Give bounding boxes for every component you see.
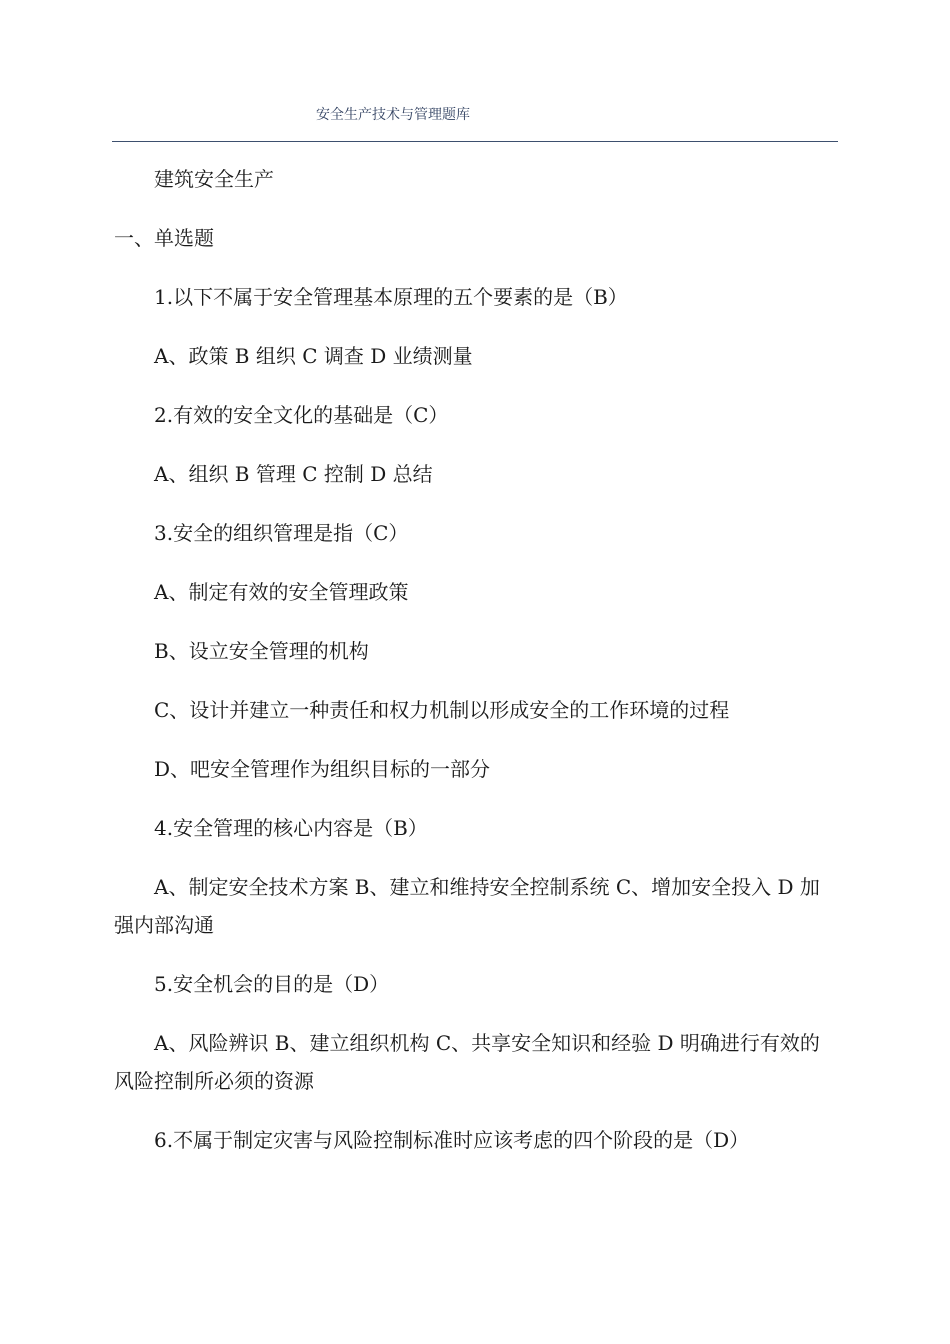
question-5-options: A、风险辨识 B、建立组织机构 C、共享安全知识和经验 D 明确进行有效的风险控制所必须的资源: [114, 1031, 820, 1093]
section-title: 建筑安全生产: [154, 167, 274, 191]
question-5: 5.安全机会的目的是（D）: [154, 972, 390, 996]
question-3-option-b: B、设立安全管理的机构: [154, 639, 369, 663]
question-4-options: A、制定安全技术方案 B、建立和维持安全控制系统 C、增加安全投入 D 加强内部沟通: [114, 875, 820, 937]
question-3-option-d: D、吧安全管理作为组织目标的一部分: [154, 757, 491, 781]
question-2: 2.有效的安全文化的基础是（C）: [154, 403, 449, 427]
question-1: 1.以下不属于安全管理基本原理的五个要素的是（B）: [154, 285, 628, 309]
question-3: 3.安全的组织管理是指（C）: [154, 521, 409, 545]
running-header: 安全生产技术与管理题库: [316, 107, 470, 123]
question-3-option-c: C、设计并建立一种责任和权力机制以形成安全的工作环境的过程: [154, 698, 730, 722]
question-1-options: A、政策 B 组织 C 调查 D 业绩测量: [154, 344, 473, 368]
question-2-options: A、组织 B 管理 C 控制 D 总结: [154, 462, 433, 486]
question-4: 4.安全管理的核心内容是（B）: [154, 816, 428, 840]
document-body: [114, 160, 836, 1180]
question-6: 6.不属于制定灾害与风险控制标准时应该考虑的四个阶段的是（D）: [154, 1128, 750, 1152]
header-divider: [112, 141, 838, 142]
part-heading: 一、单选题: [114, 226, 214, 250]
question-3-option-a: A、制定有效的安全管理政策: [154, 580, 409, 604]
